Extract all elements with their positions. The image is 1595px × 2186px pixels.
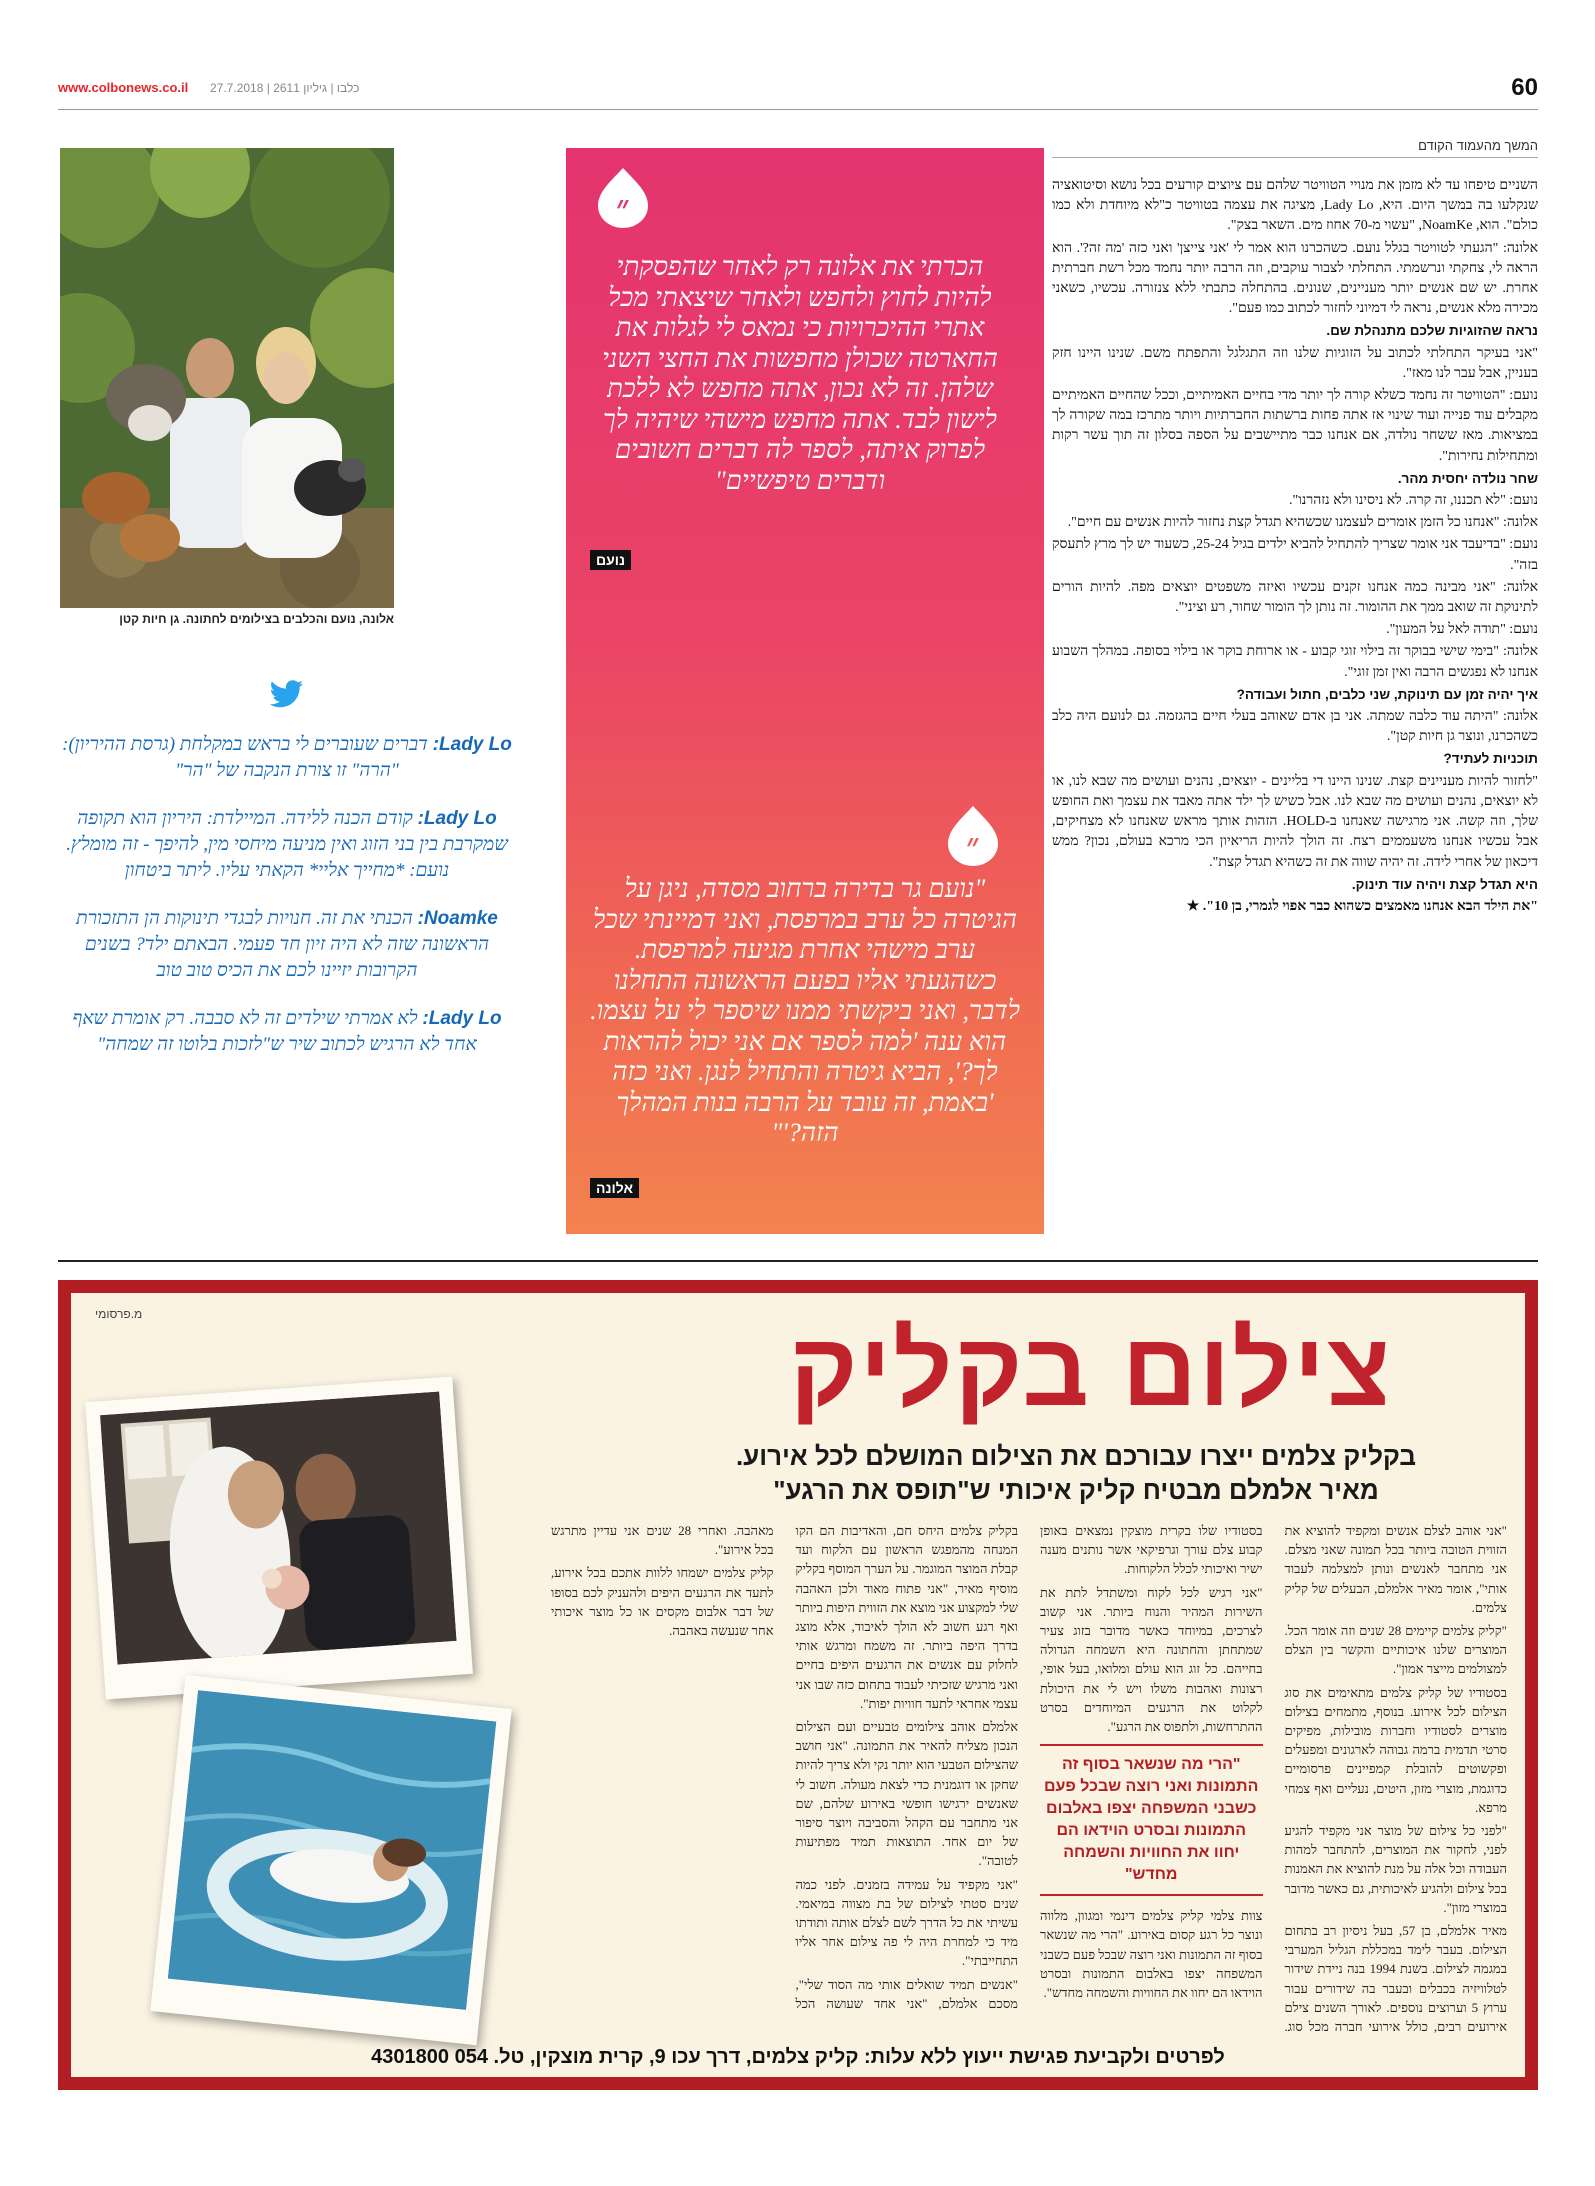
ad-paragraph: צוות צלמי קליק צלמים דינמי ומגוון, מלווה ונוצר כל רגע קסום באירוע. "הרי מה שנשאר בסוף זה התמונות ואני רוצה שבכל פעם כשבני המשפחה יצפו באלבום התמונות ובסרט הוידאו הם יחוו את החוויות והשמחה מחדש".: [1040, 1908, 1263, 2001]
tweet-handle[interactable]: Lady Lo:: [422, 1008, 502, 1029]
bride-in-pool-image: [168, 1690, 497, 2010]
couple-with-dogs-image: [60, 148, 394, 608]
article-paragraph: אלונה: "בימי שישי בבוקר זה בילוי זוגי קבוע - או ארוחת בוקר או בילוי בסופה. במהלך השבוע אנחנו לא נפגשים הרבה ואין זמן זוגי".: [1052, 644, 1538, 680]
article-body: [1052, 176, 1538, 917]
ad-paragraph: בסטודיו של קליק צלמים מתאימים את סוג הצילום לכל אירוע. בנוסף, מתמחים בצילום מוצרים לסטודיו וחברות מובילות, מפיקים סרטי תדמית ברמה גבוהה לארגונים ומפעלים ופקשוטים להובלת קמפיינים פרסומיים כדוגמת, מוצרי מזון, היטים, נעליים ואף צמחי מרפא.: [1284, 1684, 1507, 1815]
ad-paragraph: קליק צלמים ישמחו ללוות אתכם בכל אירוע, לתעד את הרגעים היפים ולהעניק לכם בסופו של דבר אלבום מקסים או כל מוצר איכותי אחר שנעשה באהבה.: [551, 1565, 774, 1639]
twitter-bird-icon: [270, 680, 304, 708]
tweet-list: [60, 732, 514, 1058]
photo-caption: אלונה, נועם והכלבים בצילומים לחתונה. גן חיות קטן: [119, 612, 394, 626]
section-divider: [58, 1260, 1538, 1262]
quote-alona-credit: אלונה: [590, 1178, 639, 1198]
article-column: [1052, 138, 1538, 1236]
tweet: [60, 806, 514, 884]
tweet-text: לא אמרתי שילדים זה לא סבבה. רק אומרת שאף אחד לא הרגיש לכתוב שיר ש"לזכות בלוטו זה שמחה": [72, 1008, 477, 1055]
interview-question: נראה שהזוגיות שלכם מתנהלת שם.: [1326, 323, 1538, 339]
ad-subtitle-line-2: מאיר אלמלם מבטיח קליק איכותי ש"תופס את הרגע": [773, 1475, 1379, 1505]
ad-paragraph: "לפני כל צילום של מוצר אני מקפיד להגיע לפני, לחקור את המוצרים, להתחבר למהות העבודה וכל אלה על מנת להוציא את האמנות בכל צילום ולהגיע לאיכותית, גם כאשר מדובר במוצרי מזון".: [1284, 1823, 1507, 1915]
quote-flame-icon: [596, 166, 650, 230]
ad-contact-footer: לפרטים ולקביעת פגישת ייעוץ ללא עלות: קליק צלמים, דרך עכו 9, קרית מוצקין, טל. 054 4301800: [371, 2046, 1225, 2068]
twitter-box: [60, 680, 514, 1200]
quote-alona-text: "נועם גר בדירה ברחוב מסדה, ניגן על הגיטרה כל ערב במרפסת, ואני דמיינתי שכל ערב מישהי אחרת מגיעה למרפסת. כשהגעתי אליו בפעם הראשונה התחלנו לדבר, ואני ביקשתי ממנו שיספר לי על עצמו. הוא ענה 'למה לספר אם אני יכול להראות לך?', הביא גיטרה והתחיל לנגן. ואני כזה 'באמת, זה עובד על הרבה בנות המהלך הזה?'": [590, 874, 1020, 1147]
ad-paragraph: "קליק צלמים קיימים 28 שנים וזה אומר הכל. המוצרים שלנו איכותיים והקשר בין הצלם למצולמים מייצר אמון".: [1284, 1623, 1507, 1677]
tweet-text: הכנתי את זה. חנויות לבגדי תינוקות הן התזכורת הראשונה שזה לא היה זיון חד פעמי. הבאתם ילד? בשנים הקרובות יזיינו לכם את הכיס טוב טוב: [76, 908, 490, 981]
article-paragraph: השניים טיפחו עד לא מזמן את מנויי הטוויטר שלהם עם ציוצים קורעים בכל נושא וסיטואציה שנקלעו בה במשך היום. היא, Lady Lo, מציגה את עצמה בטוויטר כ"לא מיוחדת ולא כמו כולם". הוא, NoamKe, "עשוי מ-70 אחוז מים. השאר בצק".: [1052, 178, 1538, 234]
ad-paragraph: "אני מקפיד על עמידה בזמנים. לפני כמה שנים סטתי לצילום של בת מצווה במיאמי. עשיתי את כל הדרך לשם לצלם אותה ותודתו מיד כי למחרת היה לי פה צילום אחר אליו התחייבתי".: [795, 1876, 1018, 1969]
ad-body-text: [551, 1521, 1507, 2041]
continued-note: המשך מהעמוד הקודם: [1052, 138, 1538, 158]
ad-paragraph: "אני רגיש לכל לקוח ומשתדל לתת את השירות המהיר והנוח ביותר. אני קשוב לצרכים, במיוחד כאשר מדובר בזוג צעיר שמתחתן והחתונה היא השמחה הגדולה בחייהם. כל זוג הוא עולם ומלואו, בעל אופי, רצונות ואהבות משלו ויש לי את היכולת לקלוט את הרגעים המיוחדים בסרט ההתרחשות, ולתפוס את הרגע".: [1040, 1584, 1263, 1735]
interview-question: שחר נולדה יחסית מהר.: [1397, 470, 1538, 486]
article-paragraph: נועם: "בדיעבד אני אומר שצריך להתחיל להביא ילדים בגיל 25-24, כשעוד יש לך מרץ לתעסק בזה".: [1052, 537, 1538, 573]
page-header: [58, 74, 1538, 110]
pool-photo-frame: [150, 1675, 512, 2045]
page-number: 60: [1511, 74, 1538, 101]
article-paragraph: אלונה: "הגעתי לטוויטר בגלל נועם. כשהכרנו הוא אמר לי 'אני צייצן' ואני כזה 'מה זה?'. הוא הראה לי, צחקתי ונרשמתי. התחלתי לצבור עוקבים, וזה הרבה יותר נחמד מכל רשת חברתית אחרת. יש שם אנשים יותר מעניינים, שנונים. בהתחלה כתבתי ללא צנזורה. עכשיו, כשאני מכירה מלא אנשים, נראה לי דמיוני לחזור לכתוב כמו פעם".: [1052, 240, 1538, 317]
article-paragraph: נועם: "תודה לאל על המעון".: [1386, 622, 1538, 638]
wedding-photo-frame: [85, 1377, 473, 1700]
interview-question: היא תגדל קצת ויהיה עוד תינוק.: [1351, 876, 1538, 892]
tweet-handle[interactable]: Lady Lo:: [417, 808, 497, 829]
ad-paragraph: "אני אוהב לצלם אנשים ומקפיד להוציא את הזווית הטובה ביותר בכל תמונה שאני מצלם. אני מתחבר לאנשים ונותן למצלמה לעבוד אותי", אומר מאיר אלמלם, הבעלים של קליק צלמים.: [1284, 1523, 1507, 1615]
interview-question: תוכניות לעתיד?: [1443, 751, 1538, 767]
advertisement: [58, 1280, 1538, 2090]
wedding-couple-image: [100, 1391, 457, 1664]
quote-noam-text: הכרתי את אלונה רק לאחר שהפסקתי להיות לחוץ ולחפש ולאחר שיצאתי מכל אתרי ההיכרויות כי נמאס לי לגלות את החארטה שכולן מחפשות את החצי השני שלהן. זה לא נכון, אתה מחפש לא ללכת לישון לבד. אתה מחפש מישהי שיהיה לך לפרוק איתה, לספר לה דברים חשובים ודברים טיפשיים": [602, 252, 998, 495]
ad-paragraph: מאיר אלמלם, בן 57, בעל ניסיון רב בתחום הצילום. בעבר לימד במכללת הגליל המערבי במגמה לצילום. בשנת 1994 בנה ניידת שידור לטלוויזיה בכבלים ובעבר בה שידורים עבור ערוץ 5 וערוצים נוספים. לאורך השנים צילם אירועים רבים, כולל אירועי חברה מכל סוג. בסטודיו שלו בקרית מוצקין נמצאים באופן קבוע צלם עורך וגרפיקאי אשר נותנים מענה ישיר ואיכותי לכלל הלקוחות.: [1040, 1523, 1507, 2035]
tweet-text: דברים שעוברים לי בראש במקלחת (גרסת ההיריון): "הרה" זו צורת הנקבה של "הר": [62, 734, 433, 781]
tweet-handle[interactable]: Lady Lo:: [432, 734, 512, 755]
interview-question: איך יהיה זמן עם תינוקת, שני כלבים, חתול ועבודה?: [1236, 686, 1538, 702]
svg-text:״: ״: [616, 188, 630, 228]
tweet: [60, 1006, 514, 1058]
issue-info: כלבו | גיליון 2611 | 27.7.2018: [210, 81, 360, 95]
quotes-column: [566, 148, 1044, 1234]
ad-paragraph: אלמלם אוהב צילומים טבעיים ועם הצילום הנכון מצליח להאיר את התמונה. "אני חושב שהצילום הטבעי הוא יותר נקי ולא צריך להיות שחקן או דוגמנית כדי לצאת מעולה. חשוב לי שאנשים ירגישו חופשי באירוע שלהם, שם אני מתחבר עם הקהל והסביבה ויוצר סיפור של יום אחד. התוצאות תמיד מפתיעות לטובה".: [795, 1719, 1018, 1869]
ad-paragraph: בקליק צלמים היחס חם, והאדיבות הם הקו המנחה מהמפגש הראשון עם הלקוח ועד קבלת המוצר המוגמר. על הערך המוסף בקליק מוסיף מאיר, "אני פתוח מאוד ולכן האהבה שלי למקצוע אני מוצא את הזווית היפות ביותר ואף רגע חשוב לא הולך לאיבוד, אלא מוצג בדרך היפה ביותר. זה משמח ומרגש אותי לחלוק עם אנשים את הרגעים היפים בחיים ואני מרגיש שזכיתי לעבוד בתחום כזה שבו אני עצמי אחראי לתעד חוויות יפות".: [795, 1523, 1018, 1711]
tweet: [60, 732, 514, 784]
article-paragraph: אלונה: "אני מבינה כמה אנחנו זקנים עכשיו ואיזה משפטים יוצאים מפה. להיות הורים לתינוקת זה שואב ממך את ההומור. זה נותן לך הומור שחור, רע וציני".: [1052, 579, 1538, 616]
couple-photo: [60, 148, 394, 608]
quote-flame-icon: [946, 804, 1000, 868]
article-paragraph: נועם: "לא תכננו, זה קרה. לא ניסינו ולא נזהרנו".: [1288, 493, 1538, 509]
quote-noam-credit: נועם: [590, 550, 631, 570]
ad-paragraph: "אנשים תמיד שואלים אותי מה הסוד שלי", מסכם אלמלם, "אני אחד שעושה הכל מאהבה. ואחרי 28 שנים אני עדיין מתרגש בכל אירוע".: [551, 1523, 1018, 2011]
article-paragraph: נועם: "הטוויטר זה נחמד כשלא קורה לך יותר מדי בחיים האמיתיים, וככל שהחיים האמיתיים מקבלים עוד פנייה ועוד שינוי אז אתה פחות ברשתות החברתיות ויותר מתרכז במה שקורה לך במציאות. מאז ששחר נולדה, אם אנחנו כבר מתיישבים על הספה בסלון זה תוך עשר רקות ומתחילות נחירות".: [1052, 388, 1538, 464]
ad-pull-quote: "הרי מה שנשאר בסוף זה התמונות ואני רוצה שבכל פעם כשבני המשפחה יצפו באלבום התמונות ובסרט הוידאו הם יחוו את החוויות והשמחה מחדש": [1040, 1744, 1263, 1896]
article-paragraph: אלונה: "אנחנו כל הזמן אומרים לעצמנו שכשהיא תגדל קצת נחזור להיות אנשים עם חיים".: [1067, 515, 1538, 531]
site-url[interactable]: www.colbonews.co.il: [58, 80, 189, 95]
article-paragraph: "אני בעיקר התחלתי לכתוב על הזוגיות שלנו וזה התגלגל והתפתח משם. שנינו היינו חזק בעניין, אבל עבר לנו מאז".: [1052, 345, 1538, 381]
tweet-handle[interactable]: Noamke:: [417, 908, 498, 929]
ad-label: מ.פרסומי: [95, 1307, 143, 1321]
article-paragraph: "לחזור להיות מעניינים קצת. שנינו היינו די בליינים - יוצאים, נהנים ועושים מה שבא לנו, או לא יוצאים, נהנים ועושים מה שבא לנו. אבל כשיש לך ילד אתה מאבד את עצמך ואת החופש שלך, וזה קשה. אני מרגישה שאנחנו ב-HOLD. הזהות אותך מראש שאנחנו לא מצחיקים, אבל עכשיו אנחנו משעממים רצח. זה הולך להיות הריאיון הכי מרכא בעולם, נכון? ממש דיכאון של אחרי לידה. זה יהיה שווה את זה כשהיא תגדל קצת".: [1052, 773, 1538, 870]
svg-text:״: ״: [966, 826, 980, 866]
article-paragraph: "את הילד הבא אנחנו מאמצים כשהוא כבר אפוי לגמרי, בן 10". ★: [1186, 898, 1538, 914]
article-paragraph: אלונה: "היתה עוד כלבה שמתה. אני בן אדם שאוהב בעלי חיים בהגזמה. גם לנועם היה כלב כשהכרנו, ונוצר גן חיות קטן".: [1052, 709, 1538, 745]
tweet: [60, 906, 514, 984]
tweet-text: קודם הכנה ללידה. המיילדת: היריון הוא תקופה שמקרבת בין בני הזוג ואין מניעה מיחסי מין, להיפך - זה מומלץ. נועם: *מחייך אליי* הקאתי עליו. ליתר ביטחון: [66, 808, 508, 881]
ad-subtitle-line-1: בקליק צלמים ייצרו עבורכם את הצילום המושלם לכל אירוע.: [735, 1441, 1417, 1471]
ad-subtitle: [631, 1439, 1521, 1507]
ad-title: צילום בקליק: [789, 1312, 1393, 1428]
